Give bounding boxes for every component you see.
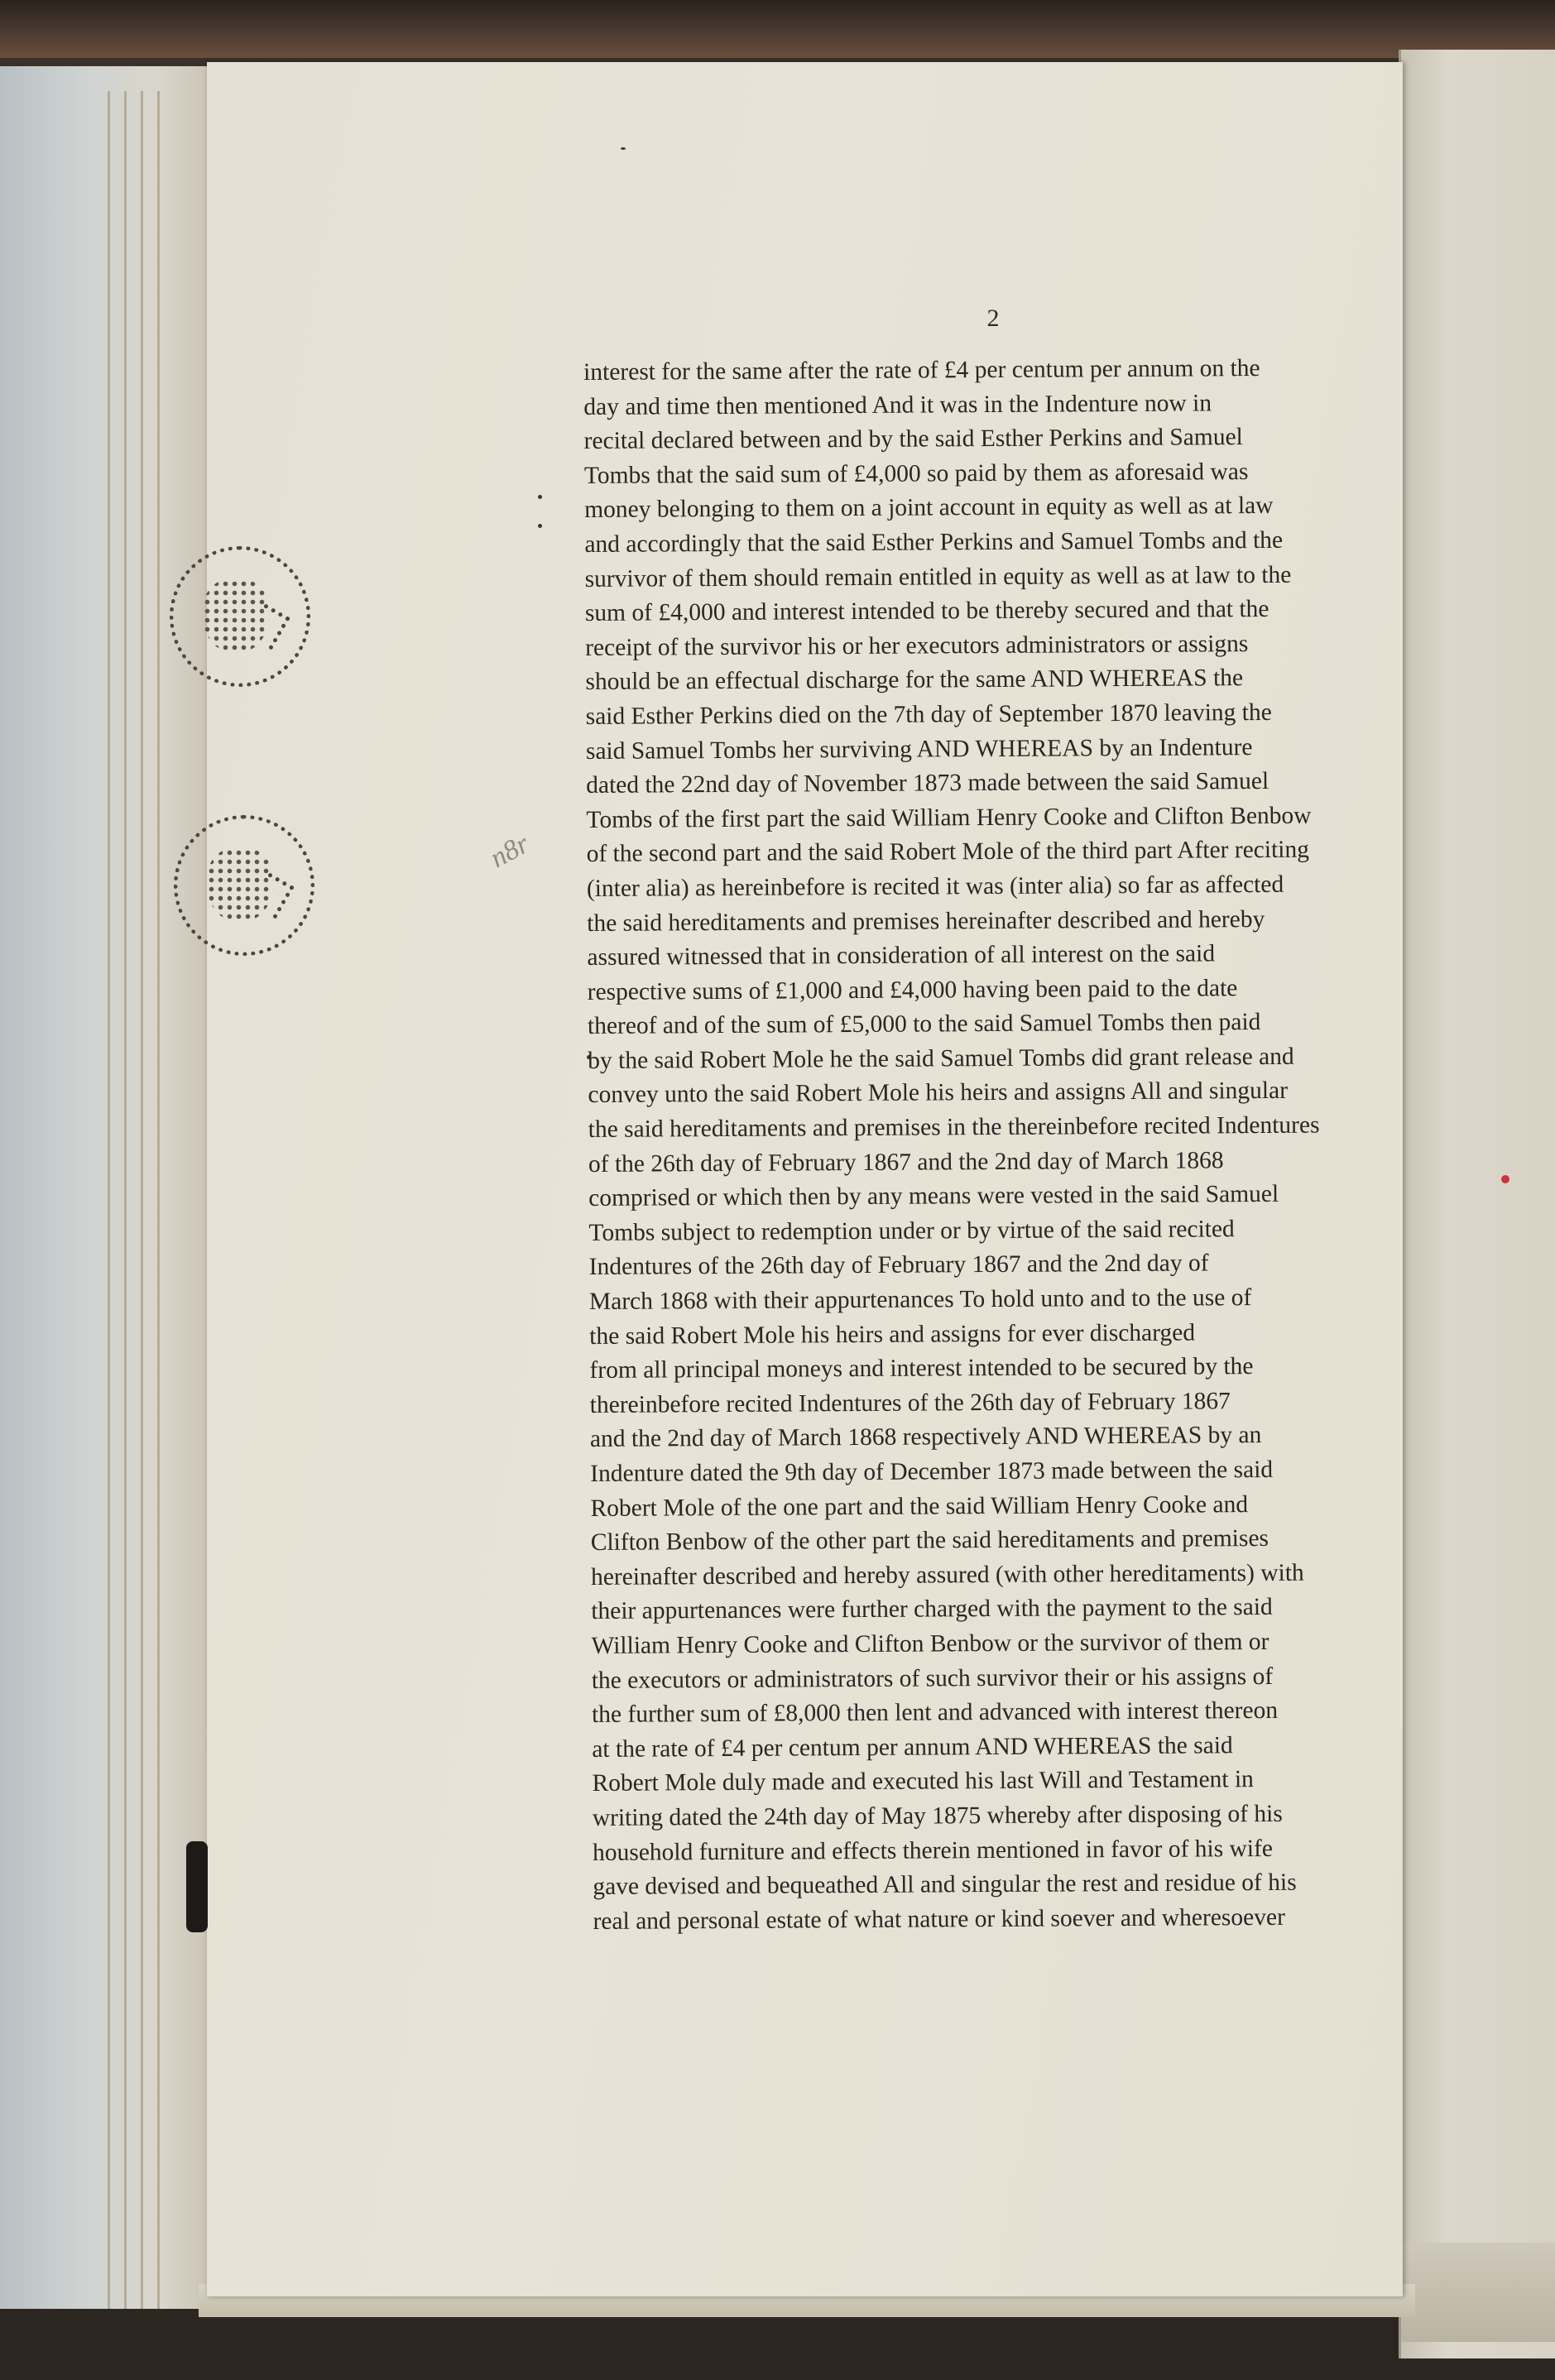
text-line: sum of £4,000 and interest intended to be thereby secured and that the: [584, 596, 1269, 627]
text-line: gave devised and bequeathed All and singular the rest and residue of his: [593, 1869, 1297, 1901]
text-line: by the said Robert Mole he the said Samuel Tombs did grant release and: [588, 1043, 1294, 1074]
perforated-seal-stamp: [170, 546, 310, 687]
text-line: the said hereditaments and premises in the thereinbefore recited Indentures: [588, 1111, 1320, 1144]
pencil-annotation: n8r: [485, 828, 535, 875]
left-page-stack: [0, 66, 211, 2309]
text-line: the executors or administrators of such survivor their or his assigns of: [591, 1663, 1274, 1694]
text-line: receipt of the survivor his or her executors administrators or assigns: [585, 630, 1249, 661]
text-line: convey unto the said Robert Mole his heirs and assigns All and singular: [588, 1077, 1289, 1109]
text-line: recital declared between and by the said Esther Perkins and Samuel: [583, 424, 1243, 455]
text-line: of the 26th day of February 1867 and the 2nd day of March 1868: [588, 1146, 1224, 1178]
text-line: Indenture dated the 9th day of December 1873 made between the said: [590, 1456, 1274, 1487]
text-line: writing dated the 24th day of May 1875 whereby after disposing of his: [592, 1800, 1283, 1831]
document-body-text: [583, 351, 1413, 1939]
text-line: Clifton Benbow of the other part the said hereditaments and premises: [590, 1525, 1269, 1557]
text-line: of the second part and the said Robert Mole of the third part After reciting: [586, 836, 1310, 868]
text-line: their appurtenances were further charged with the payment to the said: [591, 1594, 1273, 1625]
text-line: William Henry Cooke and Clifton Benbow or the survivor of them or: [591, 1628, 1269, 1659]
book-binding: [0, 0, 1555, 58]
page-edge: [124, 91, 127, 2309]
text-line: respective sums of £1,000 and £4,000 having been paid to the date: [587, 974, 1238, 1005]
text-line: money belonging to them on a joint account in equity as well as at law: [584, 492, 1274, 524]
text-line: Robert Mole duly made and executed his last Will and Testament in: [592, 1766, 1254, 1797]
text-line: Robert Mole of the one part and the said William Henry Cooke and: [590, 1490, 1249, 1522]
ink-speck: [538, 524, 542, 528]
text-line: thereinbefore recited Indentures of the 26th day of February 1867: [589, 1388, 1231, 1418]
text-line: day and time then mentioned And it was in the Indenture now in: [583, 389, 1212, 420]
binding-blot: [186, 1841, 208, 1932]
text-line: said Samuel Tombs her surviving AND WHEREAS by an Indenture: [585, 733, 1253, 765]
text-line: household furniture and effects therein mentioned in favor of his wife: [592, 1835, 1274, 1866]
text-line: survivor of them should remain entitled in equity as well as at law to the: [584, 561, 1292, 593]
right-page-fold: [1401, 2243, 1555, 2342]
text-line: thereof and of the sum of £5,000 to the said Samuel Tombs then paid: [587, 1009, 1261, 1040]
text-line: the said Robert Mole his heirs and assigns for ever discharged: [589, 1319, 1196, 1350]
page-edge: [157, 91, 160, 2309]
page-number: 2: [986, 305, 1000, 332]
page-edge: [141, 91, 143, 2309]
text-line: said Esther Perkins died on the 7th day of September 1870 leaving the: [585, 698, 1272, 730]
text-line: Tombs of the first part the said William Henry Cooke and Clifton Benbow: [586, 802, 1312, 833]
text-line: Tombs that the said sum of £4,000 so paid by them as aforesaid was: [583, 458, 1249, 489]
page-edge: [108, 91, 110, 2309]
red-mark: [1501, 1175, 1509, 1183]
text-line: hereinafter described and hereby assured (with other hereditaments) with: [590, 1559, 1304, 1591]
text-line: real and personal estate of what nature or kind soever and wheresoever: [593, 1903, 1285, 1935]
text-line: (inter alia) as hereinbefore is recited it was (inter alia) so far as affected: [586, 871, 1284, 902]
text-line: March 1868 with their appurtenances To hold unto and to the use of: [588, 1284, 1252, 1316]
ink-speck: [538, 495, 542, 499]
text-line: interest for the same after the rate of £4 per centum per annum on the: [583, 355, 1260, 386]
text-line: from all principal moneys and interest intended to be secured by the: [589, 1353, 1254, 1384]
text-line: and the 2nd day of March 1868 respectively AND WHEREAS by an: [589, 1422, 1262, 1453]
text-line: comprised or which then by any means were vested in the said Samuel: [588, 1181, 1279, 1212]
ink-speck: [621, 147, 626, 150]
text-line: at the rate of £4 per centum per annum AND WHEREAS the said: [592, 1731, 1233, 1763]
text-line: should be an effectual discharge for the same AND WHEREAS the: [585, 665, 1244, 696]
text-line: dated the 22nd day of November 1873 made between the said Samuel: [586, 768, 1269, 799]
text-line: and accordingly that the said Esther Perkins and Samuel Tombs and the: [584, 526, 1284, 558]
text-line: Tombs subject to redemption under or by virtue of the said recited: [588, 1216, 1235, 1246]
text-line: the further sum of £8,000 then lent and advanced with interest thereon: [591, 1697, 1279, 1729]
right-page-edge: [1399, 50, 1555, 2358]
text-line: the said hereditaments and premises hereinafter described and hereby: [587, 905, 1265, 937]
text-line: Indentures of the 26th day of February 1867 and the 2nd day of: [588, 1250, 1209, 1281]
text-line: assured witnessed that in consideration of all interest on the said: [587, 940, 1216, 972]
perforated-seal-stamp: [174, 815, 314, 956]
